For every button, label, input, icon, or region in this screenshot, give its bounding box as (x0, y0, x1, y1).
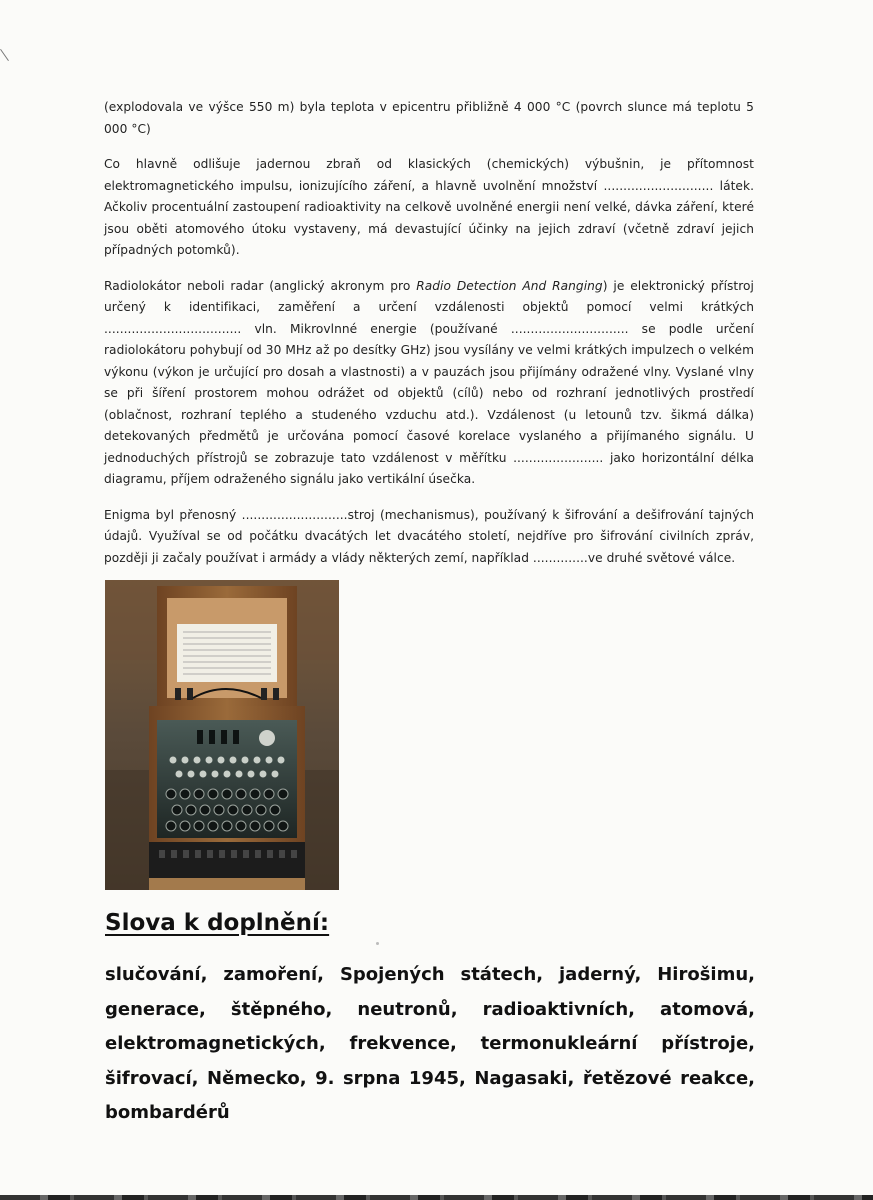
paragraph-text: (explodovala ve výšce 550 m) byla teplota v epicentru přibližně 4 000 °C (povrch slunce má teplotu 5 000 °C) (104, 100, 754, 136)
scan-speck (376, 942, 379, 945)
radar-acronym-italic: Radio Detection And Ranging (416, 278, 603, 293)
paragraph-text: Enigma byl přenosný ...........................stroj (mechanismus), používaný k šifrování a dešifrování tajných údajů. Využíval se od počátku dvacátých let dvacátého století, nejdříve pro šifrování civilních zpráv, později ji začaly používat i armády a vlády některých zemí, například ..............ve druhé světové válce. (104, 507, 754, 565)
scan-mark (0, 49, 9, 61)
paragraph-text: ) je elektronický přístroj určený k identifikaci, zaměření a určení vzdálenosti objektů pomocí velmi krátkých ................................... vln. Mikrovlnné energie (používané .............................. se podle určení radiolokátoru pohybují od 30 MHz až po desítky GHz) jsou vysílány ve velmi krátkých impulzech o velkém výkonu (výkon je určující pro dosah a vlastnosti) a v pauzách jsou přijímány odražené vlny. Vyslané vlny se při šíření prostorem mohou odrážet od objektů (cílů) nebo od rozhraní jednotlivých prostředí (oblačnost, rozhraní teplého a studeného vzduchu atd.). Vzdálenost (u letounů tzv. šikmá dálka) detekovaných předmětů je určována pomocí časové korelace vyslaného a přijímaného signálu. U jednoduchých přístrojů se zobrazuje tato vzdálenost v měřítku ....................... jako horizontální délka diagramu, příjem odraženého signálu jako vertikální úsečka. (104, 278, 754, 486)
paragraph-nuclear-weapon (104, 154, 754, 262)
paragraph-radar (104, 276, 754, 491)
word-bank-heading: Slova k doplnění: (105, 910, 330, 936)
paragraph-enigma (104, 505, 754, 570)
enigma-machine-photo (105, 580, 339, 890)
word-bank-list: slučování, zamoření, Spojených státech, jaderný, Hirošimu, generace, štěpného, neutronů, radioaktivních, atomová, elektromagnetických, frekvence, termonukleární přístroje, šifrovací, Německo, 9. srpna 1945, Nagasaki, řetězové reakce, bombardérů (105, 964, 755, 1123)
paragraph-explosion (104, 97, 754, 140)
scan-edge (0, 1195, 873, 1200)
paragraph-text: Radiolokátor neboli radar (anglický akronym pro (104, 278, 417, 293)
text-body (104, 97, 754, 583)
paragraph-text: Co hlavně odlišuje jadernou zbraň od klasických (chemických) výbušnin, je přítomnost elektromagnetického impulsu, ionizujícího záření, a hlavně uvolnění množství ............................ látek. Ačkoliv procentuální zastoupení radioaktivity na celkově uvolněné energii není velké, dávka záření, které jsou oběti atomového útoku vystaveny, má devastující účinky na jejich zdraví (včetně zdraví jejich případných potomků). (104, 157, 754, 257)
